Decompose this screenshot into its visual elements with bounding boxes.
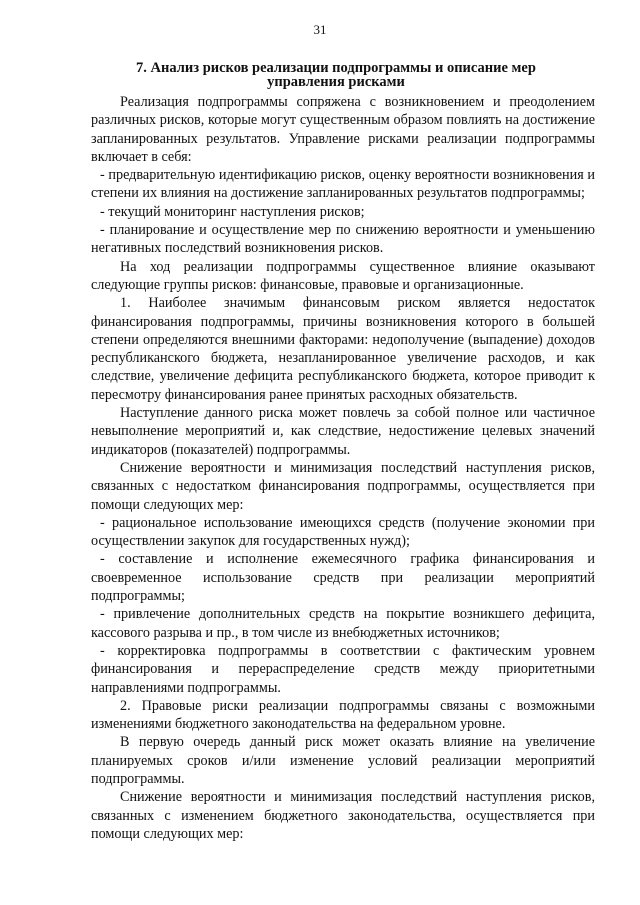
list-item-planning: - планирование и осуществление мер по снижению вероятности и уменьшению негативных последствий возникновения рисков. xyxy=(91,222,595,257)
list-item-additional-funds: - привлечение дополнительных средств на покрытие возникшего дефицита, кассового разрыва и пр., в том числе из внебюджетных источников; xyxy=(91,606,595,641)
paragraph-risk-groups: На ход реализации подпрограммы существенное влияние оказывают следующие группы рисков: финансовые, правовые и организационные. xyxy=(91,258,595,293)
paragraph-financial-measures: Снижение вероятности и минимизация последствий наступления рисков, связанных с недостатком финансирования подпрограммы, осуществляется при помощи следующих мер: xyxy=(91,459,595,513)
list-item-identification: - предварительную идентификацию рисков, оценку вероятности возникновения и степени их влияния на достижение запланированных результатов подпрограммы; xyxy=(91,167,595,202)
section-title-line-1: 7. Анализ рисков реализации подпрограммы и описание мер xyxy=(136,60,536,76)
list-item-schedule: - составление и исполнение ежемесячного графика финансирования и своевременное использование средств при реализации мероприятий подпрограммы; xyxy=(91,551,595,605)
list-item-monitoring: - текущий мониторинг наступления рисков; xyxy=(100,203,365,220)
section-title-line-2: управления рисками xyxy=(267,74,405,90)
body-text xyxy=(91,93,595,843)
paragraph-legal-impact: В первую очередь данный риск может оказать влияние на увеличение планируемых сроков и/или изменение условий реализации мероприятий подпрограммы. xyxy=(91,734,595,787)
page-number: 31 xyxy=(313,22,327,37)
paragraph-legal-measures: Снижение вероятности и минимизация последствий наступления рисков, связанных с изменением бюджетного законодательства, осуществляется при помощи следующих мер: xyxy=(91,789,595,842)
paragraph-legal-risk: 2. Правовые риски реализации подпрограммы связаны с возможными изменениями бюджетного законодательства на федеральном уровне. xyxy=(91,697,595,733)
list-item-adjustment: - корректировка подпрограммы в соответствии с фактическим уровнем финансирования и перераспределение средств между приоритетными направлениями подпрограммы. xyxy=(91,642,595,696)
list-item-rational-use: - рациональное использование имеющихся средств (получение экономии при осуществлении закупок для государственных нужд); xyxy=(91,514,595,550)
section-title xyxy=(90,61,582,89)
paragraph-intro: Реализация подпрограммы сопряжена с возникновением и преодолением различных рисков, которые могут существенным образом повлиять на достижение запланированных результатов. Управление рисками реализации подпрограммы включает в себя: xyxy=(91,94,595,165)
paragraph-risk-consequence: Наступление данного риска может повлечь за собой полное или частичное невыполнение мероприятий и, как следствие, недостижение целевых значений индикаторов (показателей) подпрограммы. xyxy=(91,405,595,458)
paragraph-financial-risk: 1. Наиболее значимым финансовым риском является недостаток финансирования подпрограммы, причины возникновения которого в большей степени определяются внешними факторами: недополучение (выпадение) доходов республиканского бюджета, незапланированное увеличение расходов, и как следствие, увеличение дефицита республиканского бюджета, которое приводит к пересмотру финансирования ранее принятых расходных обязательств. xyxy=(91,295,595,403)
